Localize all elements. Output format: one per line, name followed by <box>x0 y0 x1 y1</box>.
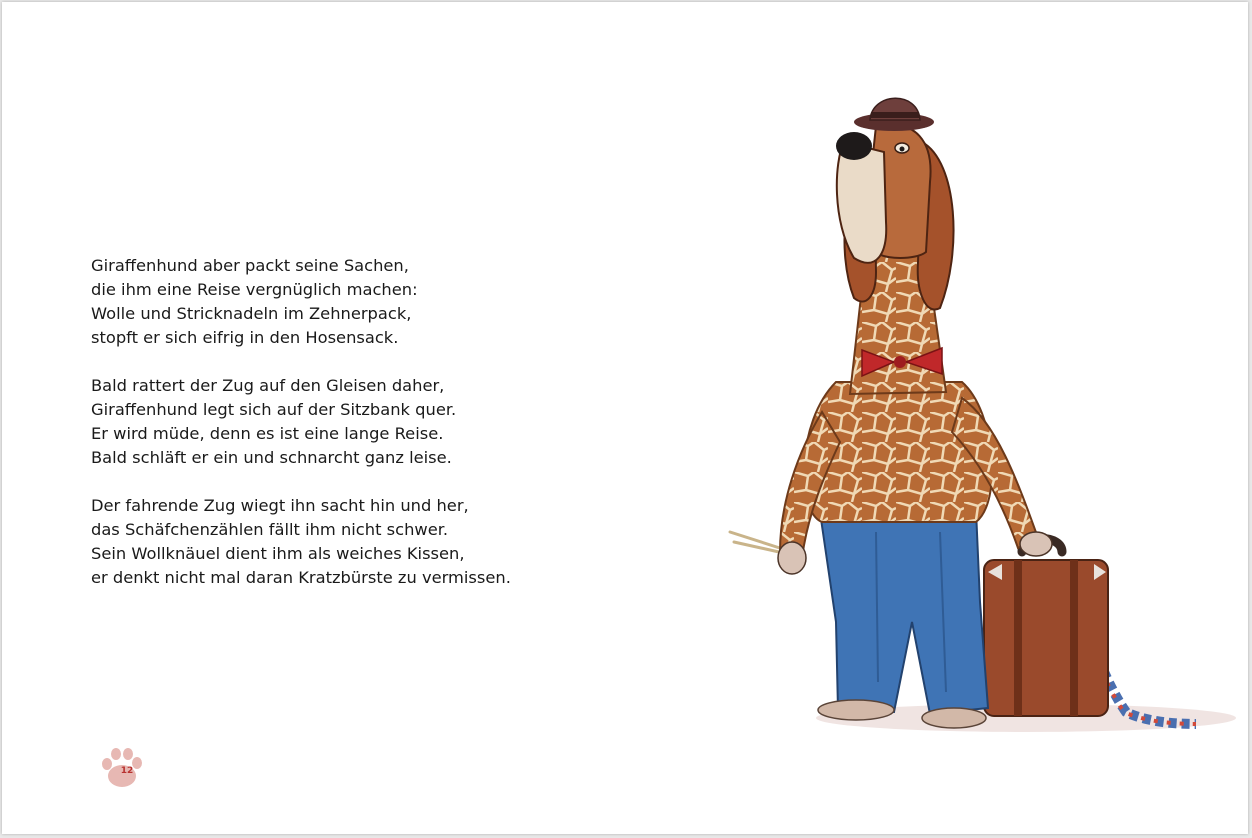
poem-line: Bald schläft er ein und schnarcht ganz leise. <box>91 448 452 467</box>
dog-nose <box>836 132 872 160</box>
poem-line: das Schäfchenzählen fällt ihm nicht schwer. <box>91 520 449 539</box>
poem-line: Er wird müde, denn es ist eine lange Reise. <box>91 424 444 443</box>
poem-line: Wolle und Stricknadeln im Zehnerpack, <box>91 304 412 323</box>
stanza-3 <box>91 494 611 590</box>
left-hand <box>778 542 806 574</box>
trousers <box>820 510 988 714</box>
hat <box>854 98 934 131</box>
poem-line: die ihm eine Reise vergnüglich machen: <box>91 280 418 299</box>
left-page <box>2 2 626 834</box>
poem-line: er denkt nicht mal daran Kratzbürste zu vermissen. <box>91 568 511 587</box>
stanza-2 <box>91 374 611 470</box>
poem-line: stopft er sich eifrig in den Hosensack. <box>91 328 399 347</box>
right-hand <box>1020 532 1052 556</box>
poem-line: Der fahrende Zug wiegt ihn sacht hin und her, <box>91 496 469 515</box>
suitcase <box>984 539 1108 717</box>
poem-line: Bald rattert der Zug auf den Gleisen daher, <box>91 376 445 395</box>
poem-line: Giraffenhund legt sich auf der Sitzbank quer. <box>91 400 457 419</box>
right-page <box>626 2 1248 834</box>
left-foot <box>818 700 894 720</box>
book-spread <box>2 2 1248 834</box>
page-number: 12 <box>120 766 134 776</box>
poem-line: Giraffenhund aber packt seine Sachen, <box>91 256 409 275</box>
right-foot <box>922 708 986 728</box>
stanza-1 <box>91 254 611 350</box>
giraffe-dog-illustration-icon <box>726 82 1246 742</box>
poem-line: Sein Wollknäuel dient ihm als weiches Kissen, <box>91 544 465 563</box>
poem-text <box>91 254 611 614</box>
